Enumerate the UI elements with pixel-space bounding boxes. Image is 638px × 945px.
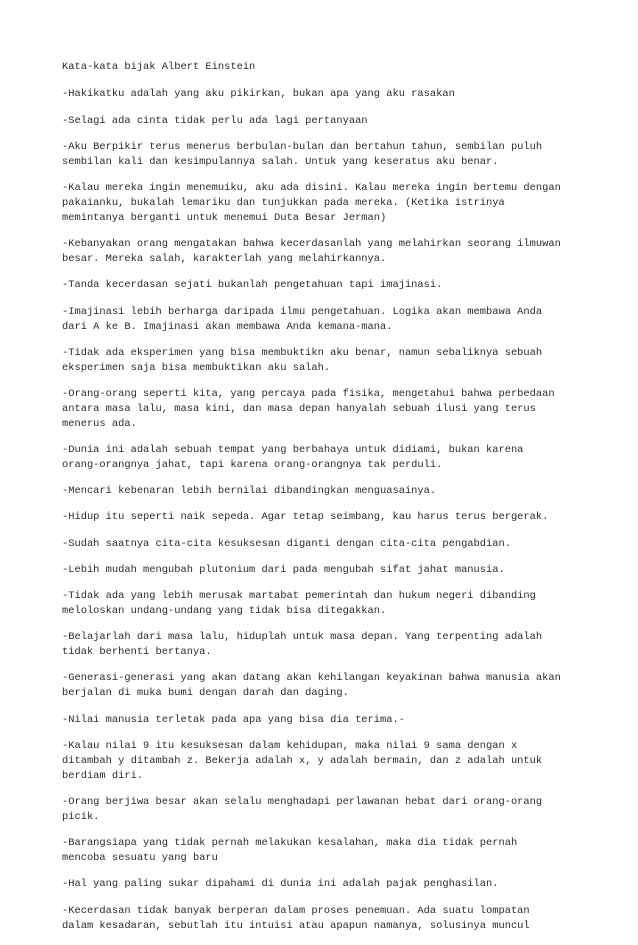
quote-line: memintanya berganti untuk menemui Duta Besar Jerman) [62, 211, 387, 224]
quote-paragraph [62, 877, 582, 892]
quote-line: -Belajarlah dari masa lalu, hiduplah untuk masa depan. Yang terpenting adalah [62, 631, 543, 644]
quote-line: -Hal yang paling sukar dipahami di dunia ini adalah pajak penghasilan. [62, 878, 499, 891]
quote-paragraph [62, 114, 582, 129]
document-title: Kata-kata bijak Albert Einstein [62, 61, 256, 73]
quote-list [62, 87, 582, 933]
document-content [62, 60, 582, 945]
quote-line: -Lebih mudah mengubah plutonium dari pada mengubah sifat jahat manusia. [62, 563, 505, 576]
quote-line: -Kalau nilai 9 itu kesuksesan dalam kehidupan, maka nilai 9 sama dengan x [62, 739, 518, 752]
quote-line: -Orang-orang seperti kita, yang percaya pada fisika, mengetahui bahwa perbedaan [62, 387, 555, 400]
quote-paragraph [62, 904, 582, 934]
quote-line: -Hidup itu seperti naik sepeda. Agar tetap seimbang, kau harus terus bergerak. [62, 511, 549, 524]
quote-paragraph [62, 713, 582, 728]
quote-line: -Generasi-generasi yang akan datang akan kehilangan keyakinan bahwa manusia akan [62, 672, 561, 685]
quote-line: picik. [62, 810, 100, 823]
quote-line: -Dunia ini adalah sebuah tempat yang berbahaya untuk didiami, bukan karena [62, 444, 524, 457]
quote-line: -Sudah saatnya cita-cita kesuksesan diganti dengan cita-cita pengabdian. [62, 537, 511, 550]
quote-line: -Selagi ada cinta tidak perlu ada lagi pertanyaan [62, 114, 368, 127]
quote-line: ditambah y ditambah z. Bekerja adalah x, y adalah bermain, dan z adalah untuk [62, 754, 543, 767]
quote-line: -Kebanyakan orang mengatakan bahwa kecerdasanlah yang melahirkan seorang ilmuwan [62, 238, 561, 251]
quote-paragraph [62, 589, 582, 619]
quote-line: dalam kesadaran, sebutlah itu intuisi atau apapun namanya, solusinya muncul [62, 919, 530, 932]
quote-line: berjalan di muka bumi dengan darah dan daging. [62, 687, 349, 700]
quote-line: -Tidak ada yang lebih merusak martabat pemerintah dan hukum negeri dibanding [62, 590, 536, 603]
quote-paragraph [62, 484, 582, 499]
quote-paragraph [62, 305, 582, 335]
quote-line: -Tidak ada eksperimen yang bisa membuktikn aku benar, namun sebaliknya sebuah [62, 346, 543, 359]
quote-line: mencoba sesuatu yang baru [62, 852, 218, 865]
quote-paragraph [62, 836, 582, 866]
quote-paragraph [62, 87, 582, 102]
quote-line: tidak berhenti bertanya. [62, 646, 212, 659]
quote-line: -Tanda kecerdasan sejati bukanlah pengetahuan tapi imajinasi. [62, 279, 443, 292]
quote-line: besar. Mereka salah, karakterlah yang melahirkannya. [62, 253, 387, 266]
quote-line: -Orang berjiwa besar akan selalu menghadapi perlawanan hebat dari orang-orang [62, 795, 543, 808]
quote-paragraph [62, 795, 582, 825]
quote-line: menerus ada. [62, 417, 137, 430]
quote-line: -Hakikatku adalah yang aku pikirkan, bukan apa yang aku rasakan [62, 88, 455, 101]
quote-line: dari A ke B. Imajinasi akan membawa Anda kemana-mana. [62, 320, 393, 333]
quote-paragraph [62, 140, 582, 170]
quote-line: antara masa lalu, masa kini, dan masa depan hanyalah sebuah ilusi yang terus [62, 402, 536, 415]
quote-line: -Kecerdasan tidak banyak berperan dalam proses penemuan. Ada suatu lompatan [62, 904, 530, 917]
quote-line: -Barangsiapa yang tidak pernah melakukan kesalahan, maka dia tidak pernah [62, 837, 518, 850]
quote-line: -Nilai manusia terletak pada apa yang bisa dia terima.- [62, 713, 405, 726]
quote-line: orang-orangnya jahat, tapi karena orang-orangnya tak perduli. [62, 459, 443, 472]
quote-paragraph [62, 346, 582, 376]
quote-paragraph [62, 563, 582, 578]
quote-paragraph [62, 443, 582, 473]
quote-line: -Aku Berpikir terus menerus berbulan-bulan dan bertahun tahun, sembilan puluh [62, 140, 543, 153]
quote-line: pakaianku, bukalah lemariku dan tunjukkan pada mereka. (Ketika istrinya [62, 196, 505, 209]
quote-paragraph [62, 278, 582, 293]
quote-line: meloloskan undang-undang yang tidak bisa ditegakkan. [62, 605, 387, 618]
quote-paragraph [62, 630, 582, 660]
quote-paragraph [62, 237, 582, 267]
quote-line: eksperimen saja bisa membuktikan aku salah. [62, 361, 331, 374]
quote-line: -Kalau mereka ingin menemuiku, aku ada disini. Kalau mereka ingin bertemu dengan [62, 181, 561, 194]
quote-paragraph [62, 671, 582, 701]
quote-line: berdiam diri. [62, 769, 144, 782]
quote-line: -Imajinasi lebih berharga daripada ilmu pengetahuan. Logika akan membawa Anda [62, 305, 543, 318]
quote-paragraph [62, 181, 582, 226]
quote-line: -Mencari kebenaran lebih bernilai dibandingkan menguasainya. [62, 485, 437, 498]
quote-paragraph [62, 510, 582, 525]
quote-line: sembilan kali dan kesimpulannya salah. Untuk yang keseratus aku benar. [62, 155, 499, 168]
quote-paragraph [62, 739, 582, 784]
quote-paragraph [62, 537, 582, 552]
quote-paragraph [62, 387, 582, 432]
